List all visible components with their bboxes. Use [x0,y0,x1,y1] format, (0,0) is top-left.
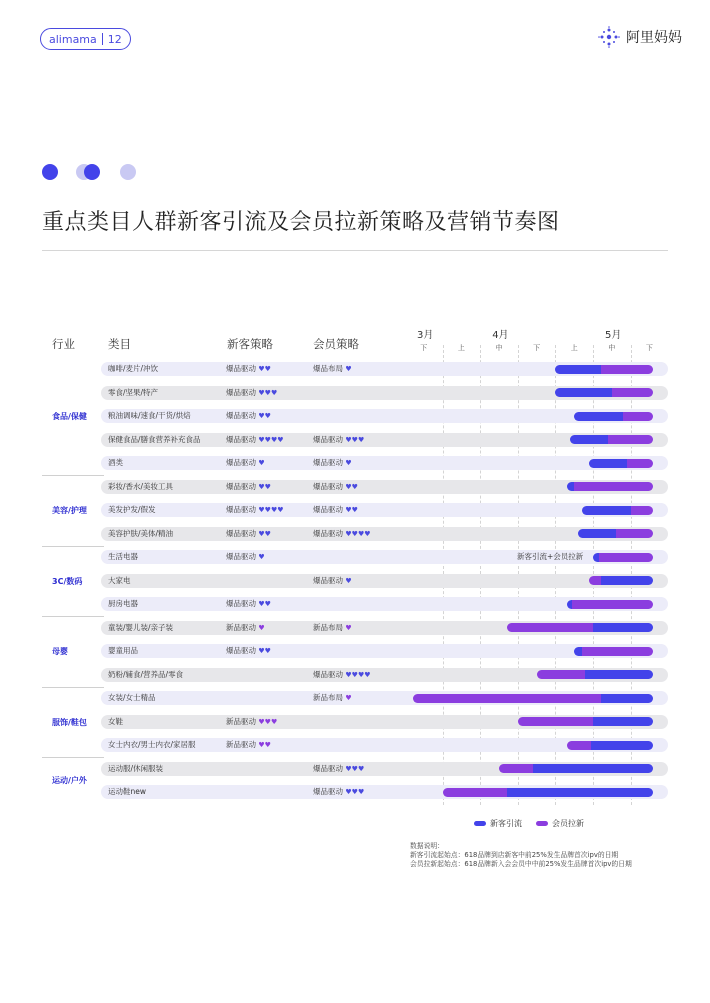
heart-icon: ♥ [351,670,358,679]
heart-icon: ♥ [270,506,278,514]
gantt-bar-segment [601,576,654,585]
new-strategy-label: 爆品驱动 ♥♥ [226,646,271,655]
new-strategy-label: 新品驱动 ♥♥♥ [226,716,278,726]
heart-icon: ♥ [345,670,352,679]
new-strategy-label: 爆品驱动 ♥♥♥♥ [226,505,284,514]
heart-icon: ♥ [258,717,265,726]
header-category: 类目 [108,337,131,351]
period-label: 中 [495,344,503,352]
heart-icon: ♥ [345,529,352,538]
category-label: 咖啡/麦片/冲饮 [108,364,159,373]
member-strategy-label: 新品布局 ♥ [313,693,352,702]
heart-icon: ♥ [264,600,271,608]
header-member-strategy: 会员策略 [313,337,359,351]
gantt-bar-segment [612,388,653,397]
month-label: 5月 [605,330,622,341]
heart-icon: ♥ [264,529,271,538]
heart-icon: ♥ [258,506,265,514]
category-label: 酒类 [108,458,123,467]
gantt-bar-segment [567,741,591,750]
gantt-bar-segment [593,717,653,726]
gantt-bar-segment [555,365,600,374]
heart-icon: ♥ [264,365,271,373]
gantt-bar-segment [608,435,653,444]
heart-icon: ♥ [258,553,265,561]
gantt-bar-segment [567,482,575,491]
member-strategy-label: 爆品驱动 ♥♥♥ [313,434,365,444]
gantt-bar-segment [582,647,653,656]
heart-icon: ♥ [264,717,271,726]
industry-separator [42,687,104,688]
heart-icon: ♥ [264,388,271,397]
heart-icon: ♥ [345,365,352,373]
page-title: 重点类目人群新客引流及会员拉新策略及营销节奏图 [42,210,560,235]
badge-brand: alimama [49,32,97,46]
alimama-badge [40,28,131,50]
heart-icon: ♥ [351,435,358,444]
gantt-bar-segment [499,764,533,773]
new-strategy-label: 爆品驱动 ♥♥♥♥ [226,434,284,444]
heart-icon: ♥ [264,435,271,444]
gantt-bar-segment [443,788,507,797]
gantt-bar-segment [601,694,654,703]
new-strategy-label: 爆品驱动 ♥♥♥ [226,387,278,397]
notes-heading: 数据说明： [410,842,444,850]
heart-icon: ♥ [357,529,365,538]
gantt-bar-segment [631,506,654,515]
gantt-bar-segment [589,459,627,468]
gantt-bar-segment [591,741,653,750]
notes-line-2: 会员拉新起始点：618品牌新入会会员中中前25%发生品牌首次ipv的日期 [410,860,632,868]
member-strategy-label: 爆品驱动 ♥ [313,575,352,585]
new-strategy-label: 新品驱动 ♥♥ [226,740,271,749]
industry-label: 服饰/鞋包 [52,717,87,727]
heart-icon: ♥ [258,741,265,749]
header-new-strategy: 新客策略 [227,337,273,351]
heart-icon: ♥ [270,435,278,444]
industry-separator [42,475,104,476]
legend-swatch-purple [536,821,548,826]
legend-label-new: 新客引流 [490,819,522,828]
member-strategy-label: 爆品布局 ♥ [313,364,352,373]
gantt-bar-segment [537,670,586,679]
category-label: 粮油调味/速食/干货/烘焙 [108,411,191,420]
category-label: 运动鞋new [108,787,147,796]
heart-icon: ♥ [270,717,278,726]
member-strategy-label: 爆品驱动 ♥♥♥ [313,787,365,796]
heart-icon: ♥ [351,482,358,491]
category-label: 美发护发/假发 [108,505,156,514]
legend-member [536,818,584,829]
header-industry: 行业 [52,337,75,351]
badge-number: 12 [107,32,122,46]
logo-text: 阿里妈妈 [626,30,682,46]
heart-icon: ♥ [277,506,284,514]
industry-label: 美容/护理 [52,506,87,515]
category-label: 女装/女士精品 [108,693,156,702]
heart-icon: ♥ [277,435,284,444]
heart-icon: ♥ [258,365,265,373]
heart-icon: ♥ [364,529,371,538]
gantt-bar-segment [570,435,608,444]
period-label: 上 [457,344,465,352]
heart-icon: ♥ [264,482,271,491]
heart-icon: ♥ [345,576,352,585]
heart-icon: ♥ [345,788,352,796]
heart-icon: ♥ [258,623,265,632]
category-label: 美容护肤/美体/精油 [108,528,174,538]
notes-line-1: 新客引流起始点：618品牌到店新客中前25%发生品牌首次ipv的日期 [410,851,619,859]
heart-icon: ♥ [258,435,265,444]
row-background [101,456,668,470]
heart-icon: ♥ [258,482,265,491]
gantt-bar-segment [599,553,654,562]
category-label: 大家电 [108,575,131,585]
gantt-bar-segment [507,623,593,632]
gantt-bar-segment [601,365,654,374]
new-strategy-label: 爆品驱动 ♥♥ [226,364,271,373]
member-strategy-label: 爆品驱动 ♥♥ [313,505,358,514]
month-label: 3月 [417,330,434,341]
heart-icon: ♥ [357,788,365,796]
new-strategy-label: 爆品驱动 ♥ [226,458,265,467]
gantt-bar-segment [589,576,600,585]
category-label: 保健食品/膳食营养补充食品 [108,434,201,444]
legend-swatch-blue [474,821,486,826]
heart-icon: ♥ [258,388,265,397]
gantt-bar-segment [593,553,599,562]
member-strategy-label: 爆品驱动 ♥♥♥♥ [313,528,371,538]
heart-icon: ♥ [345,435,352,444]
category-label: 厨房电器 [108,599,138,608]
heart-icon: ♥ [258,459,265,467]
row-background [101,574,668,588]
heart-icon: ♥ [258,529,265,538]
heart-icon: ♥ [270,388,278,397]
industry-label: 母婴 [52,647,68,656]
heart-icon: ♥ [357,670,365,679]
heart-icon: ♥ [264,506,271,514]
gantt-bar-segment [574,482,653,491]
heart-icon: ♥ [345,764,352,773]
category-label: 奶粉/辅食/营养品/零食 [108,669,184,679]
badge-divider [102,33,103,45]
gantt-bar-segment [572,600,653,609]
industry-label: 3C/数码 [52,576,83,586]
category-label: 零食/坚果/特产 [108,387,159,397]
heart-icon: ♥ [345,482,352,491]
category-label: 生活电器 [108,552,138,561]
heart-icon: ♥ [258,647,265,655]
heart-icon: ♥ [351,506,358,514]
heart-icon: ♥ [351,788,358,796]
category-label: 童装/婴儿装/亲子装 [108,622,174,632]
gantt-bar-segment [593,623,653,632]
gantt-bar-segment [574,412,623,421]
title-divider [42,250,668,251]
period-label: 下 [420,344,428,352]
month-label: 4月 [492,330,509,341]
heart-icon: ♥ [345,459,352,467]
period-label: 下 [645,344,653,352]
heart-icon: ♥ [264,741,271,749]
heart-icon: ♥ [258,412,265,420]
new-strategy-label: 新品驱动 ♥ [226,622,265,632]
industry-label: 运动/户外 [52,776,87,786]
heart-icon: ♥ [264,412,271,420]
category-label: 女士内衣/男士内衣/家居服 [108,740,196,749]
industry-separator [42,616,104,617]
gantt-bar-segment [585,670,653,679]
member-strategy-label: 新品布局 ♥ [313,622,352,632]
heart-icon: ♥ [345,506,352,514]
heart-icon: ♥ [364,670,371,679]
legend-label-member: 会员拉新 [552,819,584,828]
heart-icon: ♥ [345,694,352,702]
category-label: 运动服/休闲服装 [108,763,164,773]
heart-icon: ♥ [264,647,271,655]
bar-annotation: 新客引流+会员拉新 [517,552,584,561]
gantt-bar-segment [555,388,611,397]
legend-new-customer [474,818,522,829]
period-label: 下 [533,344,541,352]
category-label: 婴童用品 [108,646,138,655]
member-strategy-label: 爆品驱动 ♥ [313,458,352,467]
new-strategy-label: 爆品驱动 ♥♥ [226,411,271,420]
category-label: 彩妆/香水/美妆工具 [108,481,174,491]
alimama-logo [598,26,682,48]
new-strategy-label: 爆品驱动 ♥ [226,552,265,561]
heart-icon: ♥ [357,435,365,444]
heart-icon: ♥ [351,529,358,538]
gantt-bar-segment [574,647,582,656]
gantt-bar-segment [533,764,653,773]
period-label: 上 [570,344,578,352]
decorative-dots [42,163,142,181]
category-label: 女鞋 [108,716,123,726]
gantt-bar-segment [578,529,616,538]
gantt-bar-segment [413,694,601,703]
member-strategy-label: 爆品驱动 ♥♥♥ [313,763,365,773]
member-strategy-label: 爆品驱动 ♥♥ [313,481,358,491]
heart-icon: ♥ [345,623,352,632]
heart-icon: ♥ [351,764,358,773]
new-strategy-label: 爆品驱动 ♥♥ [226,528,271,538]
heart-icon: ♥ [258,600,265,608]
period-label: 中 [608,344,616,352]
industry-separator [42,546,104,547]
industry-label: 食品/保健 [52,412,87,421]
heart-icon: ♥ [357,764,365,773]
new-strategy-label: 爆品驱动 ♥♥ [226,481,271,491]
gantt-bar-segment [507,788,654,797]
gantt-bar-segment [623,412,653,421]
logo-icon [598,26,620,48]
gantt-bar-segment [518,717,593,726]
new-strategy-label: 爆品驱动 ♥♥ [226,599,271,608]
industry-separator [42,757,104,758]
gantt-bar-segment [616,529,654,538]
gantt-bar-segment [627,459,653,468]
gantt-bar-segment [582,506,631,515]
member-strategy-label: 爆品驱动 ♥♥♥♥ [313,669,371,679]
